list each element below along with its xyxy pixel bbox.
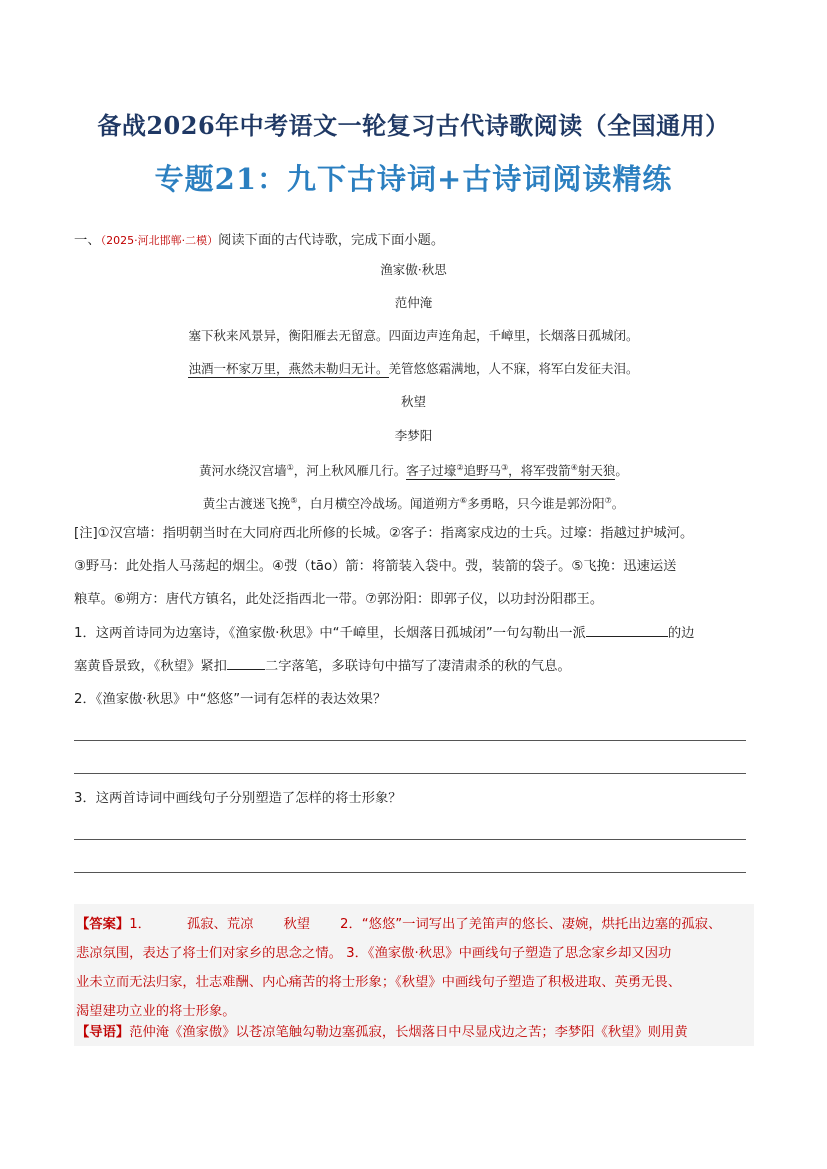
answer-blank[interactable] [227, 655, 265, 670]
poem1-line2-rest: 羌管悠悠霜满地，人不寐，将军白发征夫泪。 [388, 361, 639, 376]
question-source: （2025·河北邯郸·二模） [100, 234, 219, 247]
poem1-author: 范仲淹 [394, 295, 433, 310]
poem1-title: 渔家傲·秋思 [380, 262, 447, 277]
poem2-title: 秋望 [400, 394, 426, 409]
note-mark: ③ [501, 463, 509, 472]
guide-text: 范仲淹《渔家傲》以苍凉笔触勾勒边塞孤寂，长烟落日中尽显戍边之苦；李梦阳《秋望》则用黄 [129, 1025, 688, 1040]
poem2-line2 [0, 490, 827, 515]
question-instruction: 阅读下面的古代诗歌，完成下面小题。 [218, 233, 445, 248]
verse-part: ，白月横空冷战场。闻道朔方 [297, 496, 460, 512]
poem2-line1 [0, 457, 827, 482]
underlined-verse: 浊酒一杯家万里，燕然未勒归无计。 [188, 361, 389, 376]
note-mark: ⑥ [459, 496, 468, 505]
poem1-line2 [0, 358, 827, 380]
question-2: 2．《渔家傲·秋思》中“悠悠”一词有怎样的表达效果？ [74, 692, 387, 707]
answer-text: 2．“悠悠”一词写出了羌笛声的悠长、凄婉，烘托出边塞的孤寂、 [340, 917, 722, 932]
question-intro [74, 230, 754, 252]
verse-part: ，河上秋风雁几行。 [293, 463, 407, 479]
verse-part: ，将军弢箭 [508, 463, 571, 479]
question-text: 二字落笔，多联诗句中描写了凄清肃杀的秋的气息。 [264, 659, 571, 674]
question-text: 塞黄昏景致，《秋望》紧扣 [74, 659, 227, 674]
verse-part: 黄河水绕汉宫墙 [199, 463, 287, 479]
notes-line2: ③野马：此处指人马荡起的烟尘。④弢（tāo）箭：将箭装入袋中。弢，装箭的袋子。⑤飞挽：迅速运送 [74, 559, 677, 574]
answer-line2: 悲凉氛围，表达了将士们对家乡的思念之情。 3．《渔家傲·秋思》中画线句子塑造了思念家乡却又因功 [76, 946, 672, 961]
note-mark: ⑦ [604, 496, 612, 505]
answer-line1 [76, 914, 752, 936]
document-title: 备战2026年中考语文一轮复习古代诗歌阅读（全国通用） [97, 111, 730, 140]
answer-line[interactable] [74, 872, 746, 873]
poem2-author: 李梦阳 [394, 428, 433, 443]
guide-line [76, 1022, 752, 1044]
guide-label: 【导语】 [76, 1025, 130, 1040]
note-mark: ② [456, 463, 464, 472]
underlined-verse [406, 463, 615, 480]
answer-text: 孤寂、荒凉 [186, 917, 254, 932]
document-subtitle: 专题21：九下古诗词+古诗词阅读精练 [154, 162, 673, 196]
note-mark: ④ [570, 463, 578, 472]
answer-line[interactable] [74, 839, 746, 840]
note-mark: ⑤ [290, 496, 298, 505]
answer-line3: 业未立而无法归家，壮志难酬、内心痛苦的将士形象；《秋望》中画线句子塑造了积极进取、英勇无畏、 [76, 975, 682, 990]
question-number: 一、 [74, 233, 101, 248]
verse-part: 黄尘古渡迷飞挽 [202, 496, 291, 512]
question-3: 3．这两首诗词中画线句子分别塑造了怎样的将士形象？ [74, 791, 402, 806]
poem1-line1: 塞下秋来风景异，衡阳雁去无留意。四面边声连角起，千嶂里，长烟落日孤城闭。 [188, 328, 639, 343]
question-text: 的边 [667, 626, 695, 641]
notes-line3: 粮草。⑥朔方：唐代方镇名，此处泛指西北一带。⑦郭汾阳：即郭子仪，以功封汾阳郡王。 [74, 592, 604, 607]
question-1-line2 [74, 655, 754, 678]
answer-line[interactable] [74, 740, 746, 741]
verse-part: 。 [615, 463, 628, 479]
verse-part: 客子过壕 [406, 463, 457, 479]
verse-part: 多勇略，只今谁是郭汾阳 [467, 496, 605, 512]
answer-text: 1． [129, 917, 151, 932]
notes-line1: [注]①汉宫墙：指明朝当时在大同府西北所修的长城。②客子：指离家戍边的士兵。过壕：指越过护城河。 [74, 526, 694, 541]
answer-blank[interactable] [586, 622, 668, 637]
answer-text: 秋望 [283, 917, 311, 932]
verse-part: 追野马 [463, 463, 501, 479]
verse-part: 射天狼 [577, 463, 616, 479]
answer-label: 【答案】 [76, 917, 130, 932]
question-1-line1 [74, 622, 754, 645]
question-text: 1．这两首诗同为边塞诗，《渔家傲·秋思》中“千嶂里，长烟落日孤城闭”一句勾勒出一派 [74, 626, 586, 641]
answer-line4: 渴望建功立业的将士形象。 [76, 1004, 236, 1019]
note-mark: ① [286, 463, 294, 472]
verse-part: 。 [611, 496, 625, 512]
answer-line[interactable] [74, 773, 746, 774]
